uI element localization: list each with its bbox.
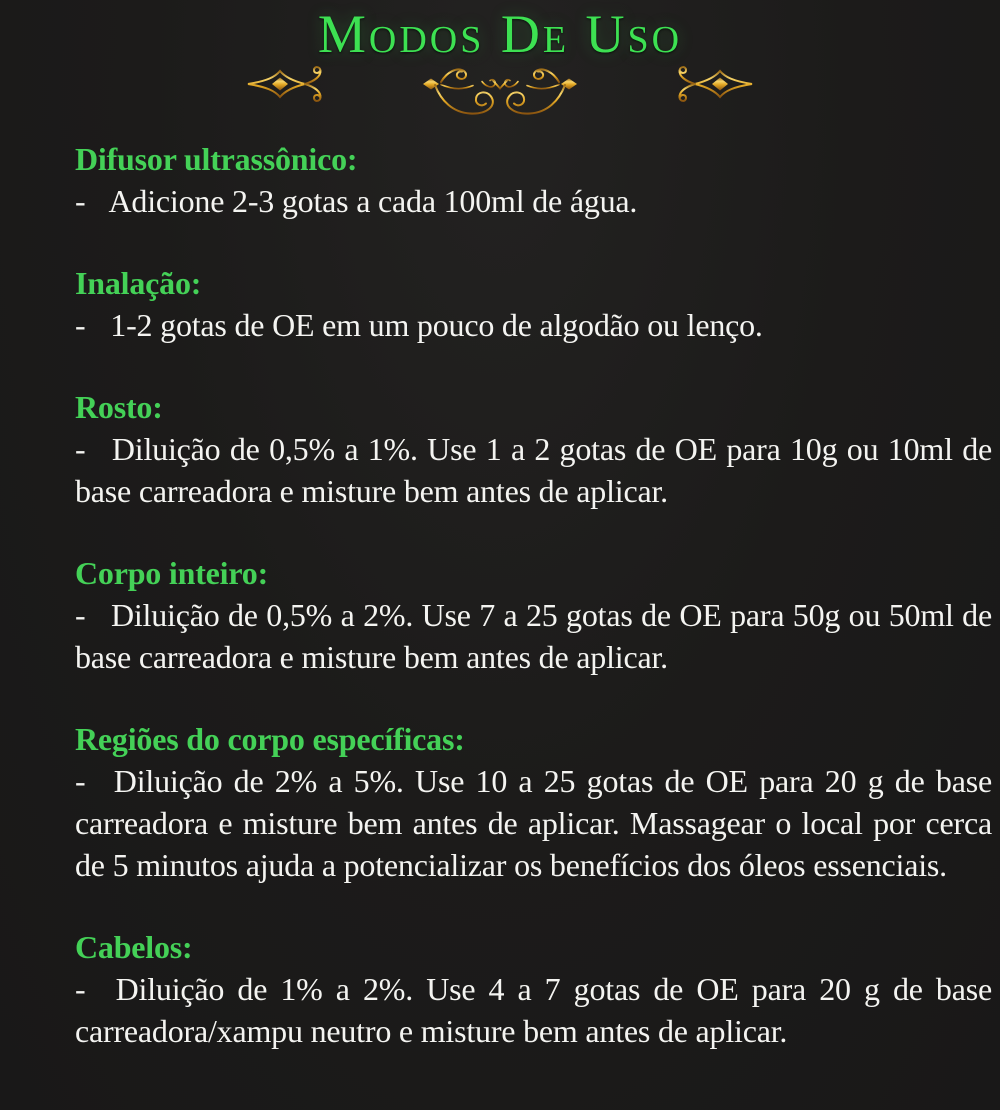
section-cabelos bbox=[75, 926, 992, 1052]
instructions-content bbox=[75, 138, 992, 1052]
section-body bbox=[75, 968, 992, 1052]
section-heading: Inalação: bbox=[75, 265, 202, 301]
section-body bbox=[75, 428, 992, 512]
section-body bbox=[75, 594, 992, 678]
section-text: Diluição de 1% a 2%. Use 4 a 7 gotas de OE para 20 g de base carreadora/xampu neutro e misture bem antes de aplicar. bbox=[75, 971, 992, 1049]
ornamental-gold-divider-icon bbox=[245, 64, 755, 126]
section-text: Diluição de 0,5% a 1%. Use 1 a 2 gotas de OE para 10g ou 10ml de base carreadora e misture bem antes de aplicar. bbox=[75, 431, 992, 509]
section-text: Diluição de 2% a 5%. Use 10 a 25 gotas de OE para 20 g de base carreadora e misture bem antes de aplicar. Massagear o local por cerca de 5 minutos ajuda a potencializar os benefícios dos óleos essenciais. bbox=[75, 763, 992, 883]
section-body bbox=[75, 304, 992, 346]
section-text: Diluição de 0,5% a 2%. Use 7 a 25 gotas de OE para 50g ou 50ml de base carreadora e misture bem antes de aplicar. bbox=[75, 597, 992, 675]
section-heading: Rosto: bbox=[75, 389, 163, 425]
bullet-dash: - bbox=[75, 597, 86, 633]
section-body bbox=[75, 180, 992, 222]
section-heading: Corpo inteiro: bbox=[75, 555, 269, 591]
page-title: Modos De Uso bbox=[317, 4, 683, 64]
bullet-dash: - bbox=[75, 183, 86, 219]
section-inalacao bbox=[75, 262, 992, 346]
section-heading: Cabelos: bbox=[75, 929, 193, 965]
section-text: Adicione 2-3 gotas a cada 100ml de água. bbox=[108, 183, 638, 219]
section-rosto bbox=[75, 386, 992, 512]
section-text: 1-2 gotas de OE em um pouco de algodão ou lenço. bbox=[110, 307, 763, 343]
bullet-dash: - bbox=[75, 307, 86, 343]
section-difusor-ultrassonico bbox=[75, 138, 992, 222]
section-heading: Regiões do corpo específicas: bbox=[75, 721, 465, 757]
section-body bbox=[75, 760, 992, 886]
bullet-dash: - bbox=[75, 763, 86, 799]
bullet-dash: - bbox=[75, 971, 86, 1007]
section-corpo-inteiro bbox=[75, 552, 992, 678]
section-regioes-especificas bbox=[75, 718, 992, 886]
bullet-dash: - bbox=[75, 431, 86, 467]
section-heading: Difusor ultrassônico: bbox=[75, 141, 358, 177]
